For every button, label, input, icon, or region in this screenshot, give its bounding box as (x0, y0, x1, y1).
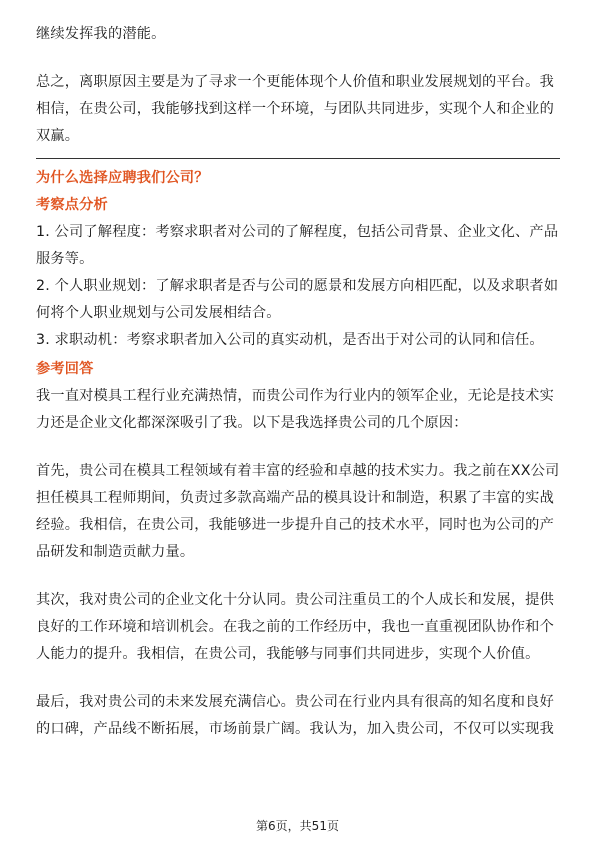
analysis-item: 1. 公司了解程度：考察求职者对公司的了解程度，包括公司背景、企业文化、产品服务等。 (36, 224, 559, 267)
page-footer: 第6页，共51页 (256, 819, 339, 833)
analysis-item: 2. 个人职业规划：了解求职者是否与公司的愿景和发展方向相匹配，以及求职者如何将个人职业规划与公司发展相结合。 (36, 278, 559, 321)
question-heading: 为什么选择应聘我们公司？ (36, 170, 209, 186)
answer-heading: 参考回答 (36, 361, 94, 377)
answer-paragraph: 我一直对模具工程行业充满热情，而贵公司作为行业内的领军企业，无论是技术实力还是企业文化都深深吸引了我。以下是我选择贵公司的几个原因： (36, 388, 554, 431)
analysis-item: 3. 求职动机：考察求职者加入公司的真实动机，是否出于对公司的认同和信任。 (36, 332, 544, 348)
document-page (36, 0, 560, 743)
continued-text: 继续发挥我的潜能。 (36, 26, 166, 42)
summary-paragraph: 总之，离职原因主要是为了寻求一个更能体现个人价值和职业发展规划的平台。我相信，在贵公司，我能够找到这样一个环境，与团队共同进步，实现个人和企业的双赢。 (36, 74, 554, 144)
section-divider (36, 158, 560, 159)
answer-paragraph: 首先，贵公司在模具工程领域有着丰富的经验和卓越的技术实力。我之前在XX公司担任模具工程师期间，负责过多款高端产品的模具设计和制造，积累了丰富的实战经验。我相信，在贵公司，我能够进一步提升自己的技术水平，同时也为公司的产品研发和制造贡献力量。 (36, 463, 560, 560)
answer-paragraph: 最后，我对贵公司的未来发展充满信心。贵公司在行业内具有很高的知名度和良好的口碑，产品线不断拓展，市场前景广阔。我认为，加入贵公司，不仅可以实现我 (36, 694, 554, 737)
analysis-heading: 考察点分析 (36, 197, 108, 213)
answer-paragraph: 其次，我对贵公司的企业文化十分认同。贵公司注重员工的个人成长和发展，提供良好的工作环境和培训机会。在我之前的工作经历中，我也一直重视团队协作和个人能力的提升。我相信，在贵公司，我能够与同事们共同进步，实现个人价值。 (36, 592, 554, 662)
